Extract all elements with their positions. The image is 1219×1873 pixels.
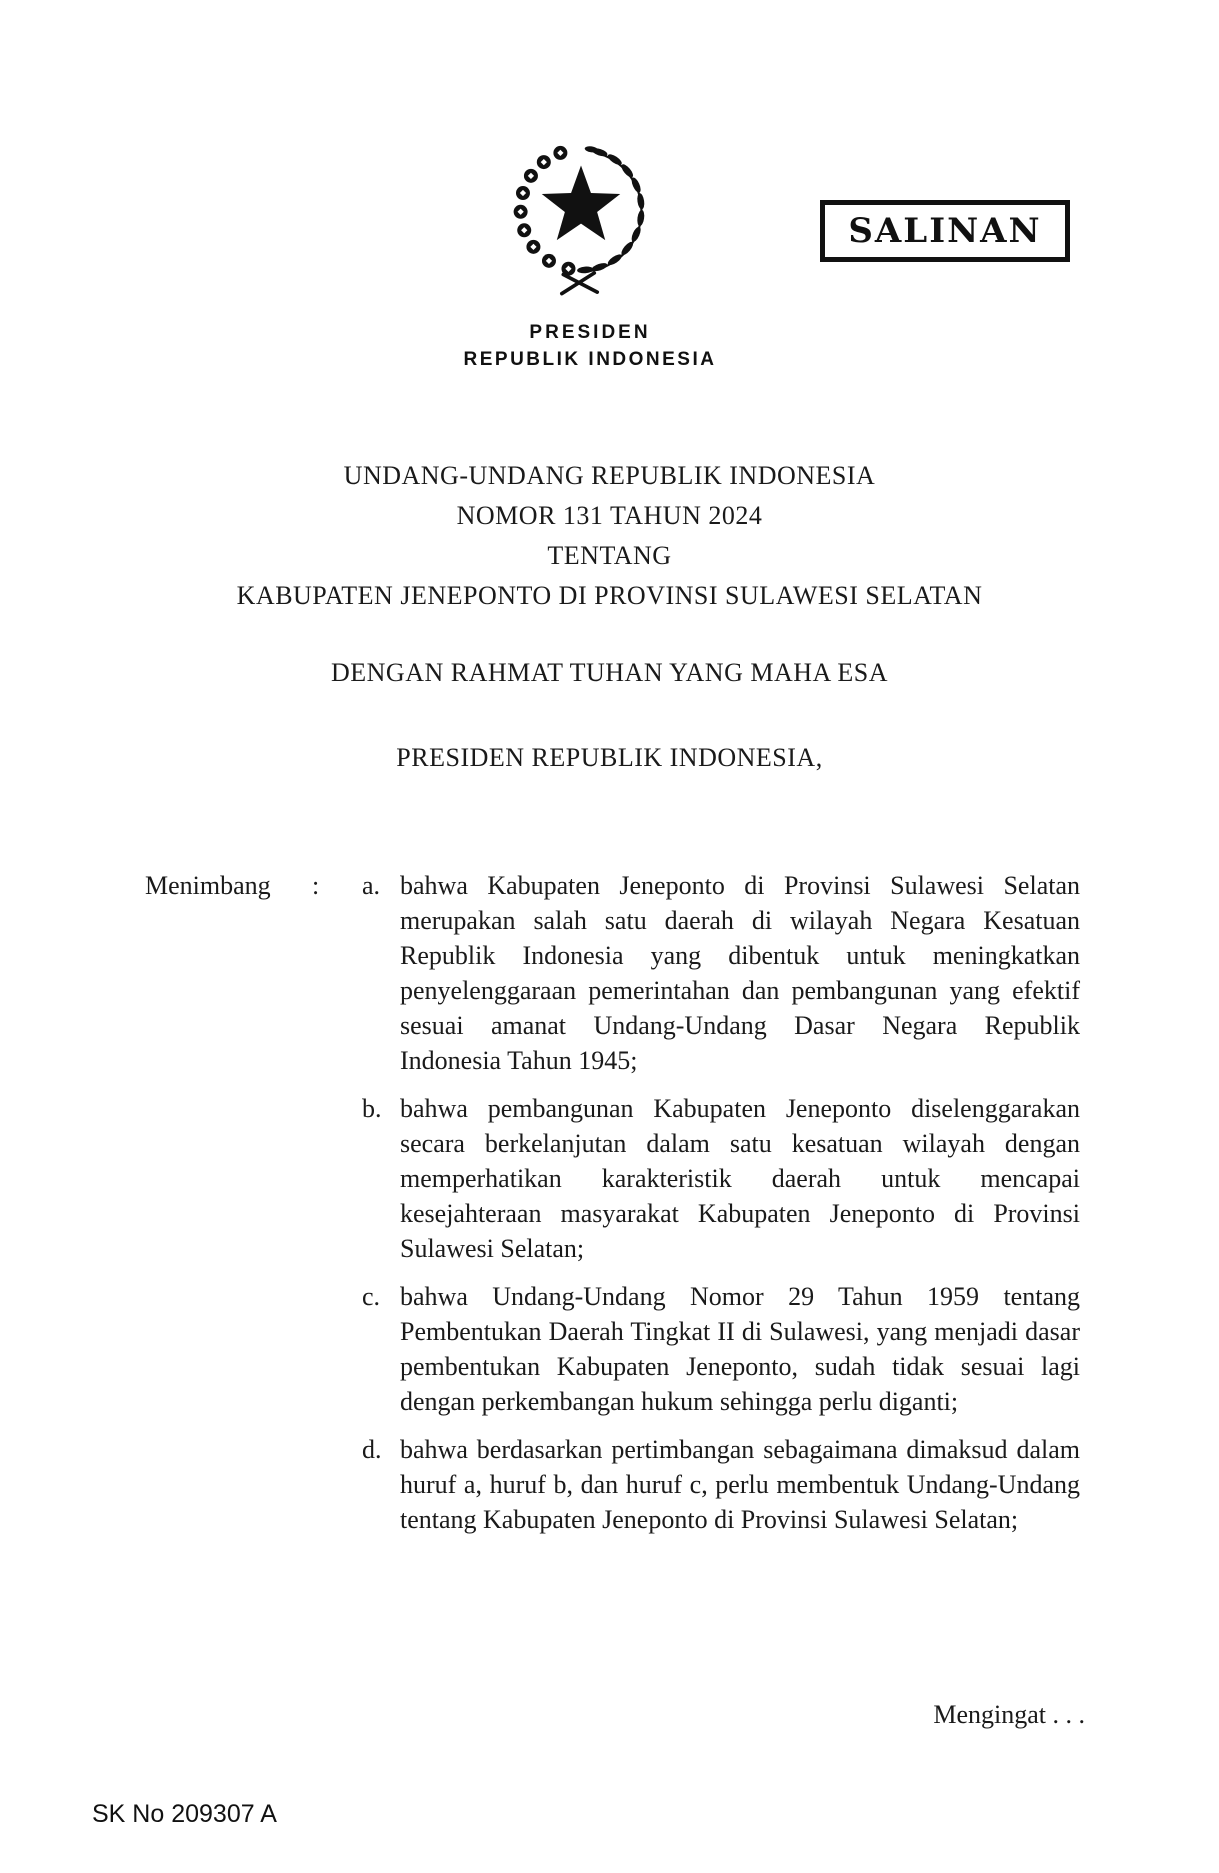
presidential-seal bbox=[500, 130, 662, 307]
invocation-line: DENGAN RAHMAT TUHAN YANG MAHA ESA bbox=[331, 658, 888, 687]
sk-number: SK No 209307 A bbox=[92, 1800, 277, 1828]
letterhead-line-2: REPUBLIK INDONESIA bbox=[463, 349, 717, 370]
consideration-item-d bbox=[362, 1432, 1080, 1537]
catchword-mengingat: Mengingat . . . bbox=[933, 1700, 1085, 1729]
item-text: bahwa Undang-Undang Nomor 29 Tahun 1959 tentang Pembentukan Daerah Tingkat II di Sulawesi, yang menjadi dasar pembentukan Kabupaten Jeneponto, sudah tidak sesuai lagi dengan perkembangan hukum sehingga perlu diganti; bbox=[400, 1282, 1080, 1416]
item-letter: a. bbox=[362, 871, 381, 900]
title-line-3: TENTANG bbox=[547, 541, 672, 570]
letterhead bbox=[440, 322, 740, 371]
title-line-1: UNDANG-UNDANG REPUBLIK INDONESIA bbox=[343, 461, 876, 490]
consideration-item-b bbox=[362, 1091, 1080, 1266]
item-text: bahwa Kabupaten Jeneponto di Provinsi Sulawesi Selatan merupakan salah satu daerah di wilayah Negara Kesatuan Republik Indonesia yang dibentuk untuk meningkatkan penyelenggaraan pemerintahan dan pembangunan yang efektif sesuai amanat Undang-Undang Dasar Negara Republik Indonesia Tahun 1945; bbox=[400, 871, 1080, 1075]
consideration-item-c bbox=[362, 1279, 1080, 1419]
salinan-stamp bbox=[820, 200, 1070, 262]
item-letter: d. bbox=[362, 1435, 382, 1464]
considerations-list bbox=[362, 868, 1080, 1550]
considerations-label: Menimbang bbox=[145, 871, 271, 900]
title-line-4: KABUPATEN JENEPONTO DI PROVINSI SULAWESI SELATAN bbox=[236, 581, 983, 610]
item-letter: b. bbox=[362, 1094, 382, 1123]
salinan-stamp-label: SALINAN bbox=[848, 211, 1042, 251]
authority-line: PRESIDEN REPUBLIK INDONESIA, bbox=[396, 743, 823, 772]
consideration-item-a bbox=[362, 868, 1080, 1078]
item-text: bahwa berdasarkan pertimbangan sebagaimana dimaksud dalam huruf a, huruf b, dan huruf c, perlu membentuk Undang-Undang tentang Kabupaten Jeneponto di Provinsi Sulawesi Selatan; bbox=[400, 1435, 1080, 1534]
title-line-2: NOMOR 131 TAHUN 2024 bbox=[456, 501, 763, 530]
letterhead-line-1: PRESIDEN bbox=[529, 322, 651, 343]
star-wreath-icon bbox=[500, 130, 662, 307]
document-title bbox=[0, 456, 1219, 616]
considerations-colon: : bbox=[312, 871, 320, 900]
considerations-section bbox=[145, 868, 1080, 1550]
item-letter: c. bbox=[362, 1282, 381, 1311]
item-text: bahwa pembangunan Kabupaten Jeneponto diselenggarakan secara berkelanjutan dalam satu kesatuan wilayah dengan memperhatikan karakteristik daerah untuk mencapai kesejahteraan masyarakat Kabupaten Jeneponto di Provinsi Sulawesi Selatan; bbox=[400, 1094, 1080, 1263]
